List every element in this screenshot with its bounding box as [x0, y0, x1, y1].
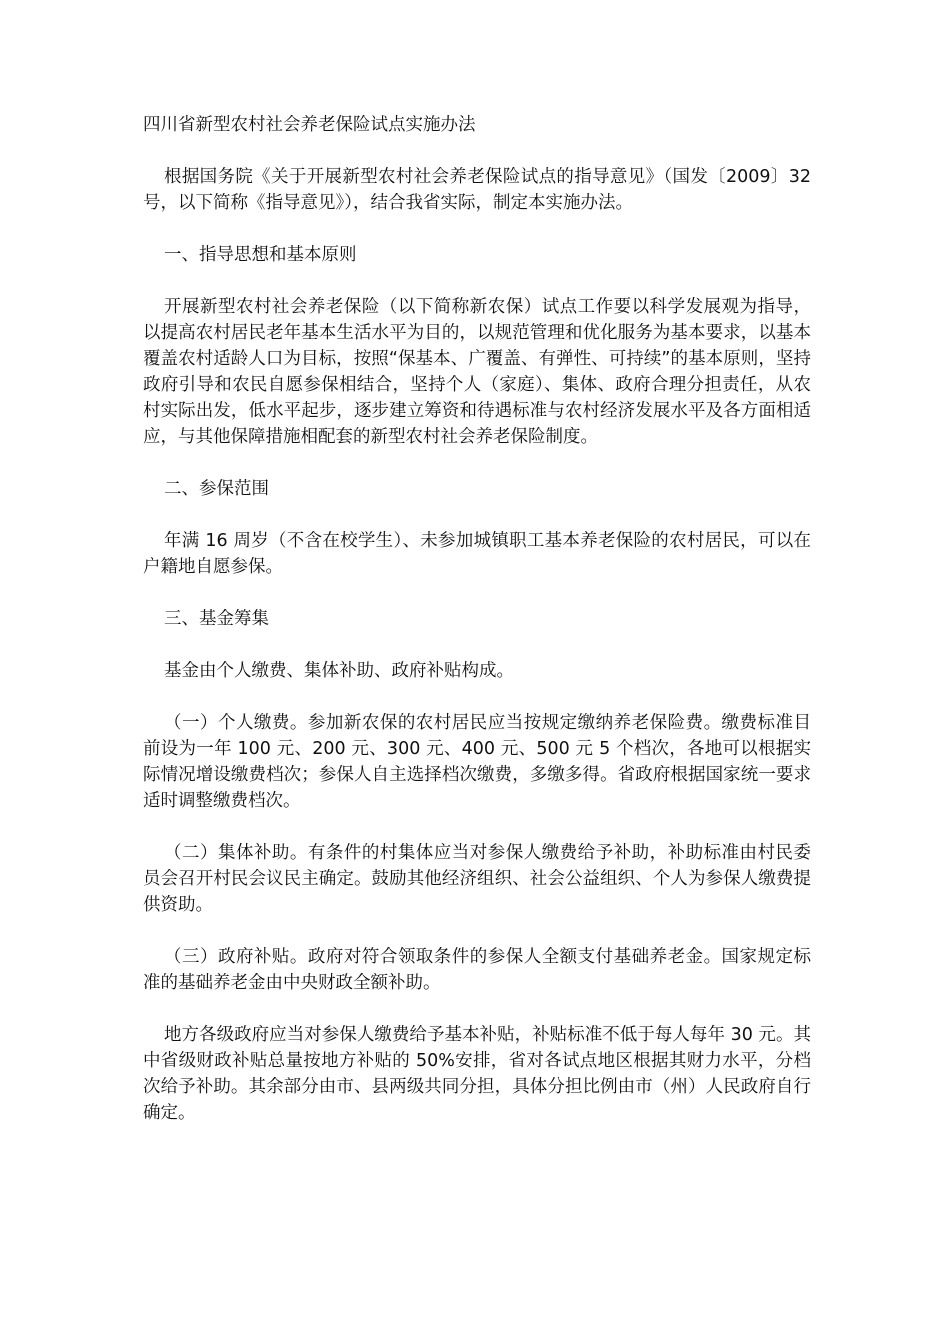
section-1-heading: 一、指导思想和基本原则: [164, 245, 357, 265]
section-3-local-subsidy: 地方各级政府应当对参保人缴费给予基本补贴，补贴标准不低于每人每年 30 元。其中省级财政补贴总量按地方补贴的 50%安排，省对各试点地区根据其财力水平，分档次给予补助。其余部分由市、县两级共同分担，具体分担比例由市（州）人民政府自行确定。: [143, 1025, 811, 1123]
section-3-item-1: （一）个人缴费。参加新农保的农村居民应当按规定缴纳养老保险费。缴费标准目前设为一年 100 元、200 元、300 元、400 元、500 元 5 个档次，各地可以根据实际情况增设缴费档次；参保人自主选择档次缴费，多缴多得。省政府根据国家统一要求适时调整缴费档次。: [143, 713, 811, 811]
document-title: 四川省新型农村社会养老保险试点实施办法: [143, 115, 476, 135]
document-page: [143, 112, 811, 1152]
intro-paragraph: 根据国务院《关于开展新型农村社会养老保险试点的指导意见》（国发〔2009〕32 号，以下简称《指导意见》），结合我省实际，制定本实施办法。: [143, 167, 811, 213]
section-3-item-2: （二）集体补助。有条件的村集体应当对参保人缴费给予补助，补助标准由村民委员会召开村民会议民主确定。鼓励其他经济组织、社会公益组织、个人为参保人缴费提供资助。: [143, 843, 811, 915]
section-3-heading: 三、基金筹集: [164, 609, 269, 629]
section-3-body: 基金由个人缴费、集体补助、政府补贴构成。: [164, 661, 514, 681]
section-1-body: 开展新型农村社会养老保险（以下简称新农保）试点工作要以科学发展观为指导，以提高农村居民老年基本生活水平为目的，以规范管理和优化服务为基本要求，以基本覆盖农村适龄人口为目标，按照“保基本、广覆盖、有弹性、可持续”的基本原则，坚持政府引导和农民自愿参保相结合，坚持个人（家庭）、集体、政府合理分担责任，从农村实际出发，低水平起步，逐步建立筹资和待遇标准与农村经济发展水平及各方面相适应，与其他保障措施相配套的新型农村社会养老保险制度。: [143, 297, 811, 447]
section-2-body: 年满 16 周岁（不含在校学生）、未参加城镇职工基本养老保险的农村居民，可以在户籍地自愿参保。: [143, 531, 811, 577]
section-3-item-3: （三）政府补贴。政府对符合领取条件的参保人全额支付基础养老金。国家规定标准的基础养老金由中央财政全额补助。: [143, 947, 811, 993]
section-2-heading: 二、参保范围: [164, 479, 269, 499]
